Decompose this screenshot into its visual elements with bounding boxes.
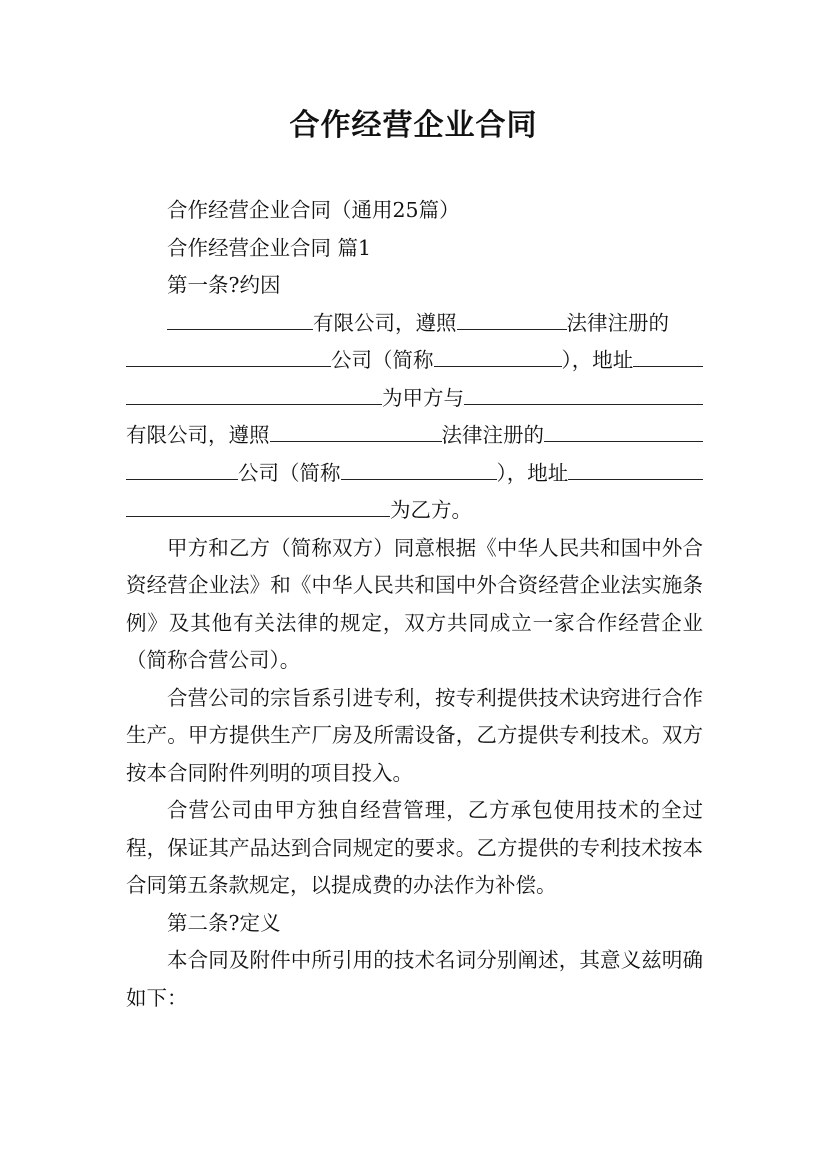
party-a-addr: ），地址 xyxy=(561,348,634,372)
blank-field xyxy=(126,459,238,480)
section-heading: 合作经营企业合同 篇1 xyxy=(167,235,372,260)
paragraph: 合营公司由甲方独自经营管理，乙方承包使用技术的全过程，保证其产品达到合同规定的要求。乙方提供的专利技术按本合同第五条款规定，以提成费的办法作为补偿。 xyxy=(126,798,703,897)
blank-field xyxy=(544,419,703,442)
paragraph: 合营公司的宗旨系引进专利，按专利提供技术诀窍进行合作生产。甲方提供生产厂房及所需设备，乙方提供专利技术。双方按本合同附件列明的项目投入。 xyxy=(126,685,703,785)
party-a-law: 法律注册的 xyxy=(566,310,669,335)
document-title: 合作经营企业合同 xyxy=(289,108,538,143)
document-body xyxy=(126,192,703,1017)
party-line-3 xyxy=(126,380,703,418)
blank-field xyxy=(126,496,390,517)
blank-field xyxy=(434,346,562,367)
subtitle: 合作经营企业合同（通用25篇） xyxy=(167,198,460,222)
blank-field xyxy=(270,421,442,442)
party-line-2 xyxy=(126,342,703,380)
party-b-law: 法律注册的 xyxy=(441,423,544,447)
party-b-role: 为乙方。 xyxy=(390,498,472,522)
blank-field xyxy=(126,346,331,367)
party-line-4 xyxy=(126,417,703,455)
party-line-6 xyxy=(126,492,703,530)
blank-field xyxy=(126,384,382,405)
blank-field xyxy=(457,309,567,330)
blank-field xyxy=(341,459,497,480)
party-b-addr: ），地址 xyxy=(496,460,569,485)
blank-field xyxy=(464,382,703,405)
party-line-5 xyxy=(126,455,703,493)
blank-field xyxy=(167,309,313,330)
party-b-company2: 公司（简称 xyxy=(238,460,341,485)
party-b-company-suffix: 有限公司，遵照 xyxy=(126,423,270,447)
party-a-role: 为甲方与 xyxy=(382,385,464,410)
article2-text: 本合同及附件中所引用的技术名词分别阐述，其意义兹明确如下： xyxy=(126,948,703,1010)
party-line-1 xyxy=(126,305,703,343)
party-a-company-suffix: 有限公司，遵照 xyxy=(313,310,457,335)
blank-field xyxy=(568,457,703,480)
paragraph: 甲方和乙方（简称双方）同意根据《中华人民共和国中外合资经营企业法》和《中华人民共和国中外合资经营企业法实施条例》及其他有关法律的规定，双方共同成立一家合作经营企业（简称合营公司）。 xyxy=(126,535,703,672)
party-a-company2: 公司（简称 xyxy=(331,348,434,372)
article1-heading: 第一条?约因 xyxy=(167,273,281,297)
article2-heading: 第二条?定义 xyxy=(167,910,281,935)
blank-field xyxy=(633,344,703,367)
